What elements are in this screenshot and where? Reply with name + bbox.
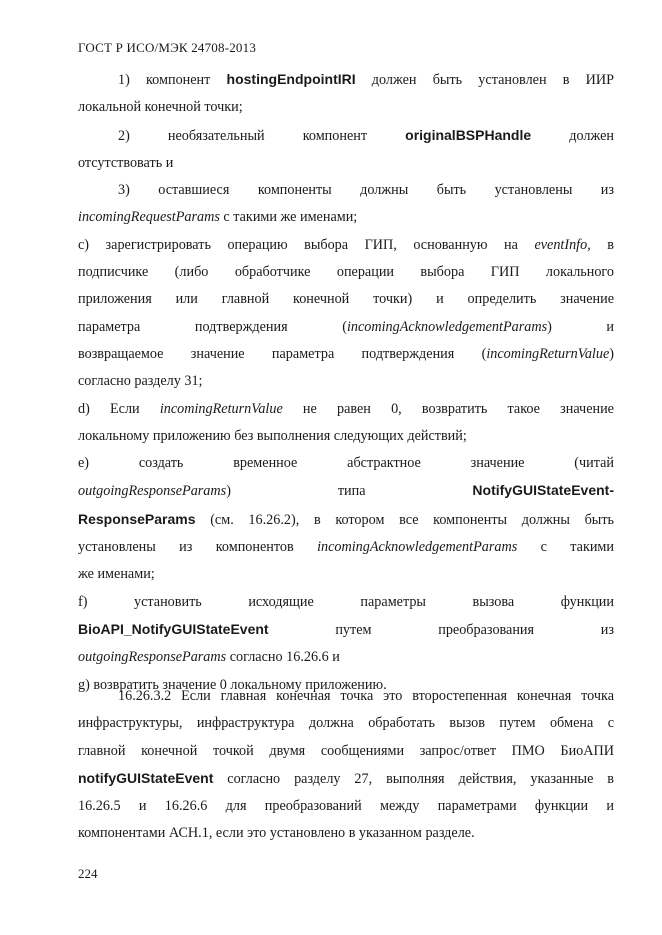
item-e-line-5	[78, 561, 614, 588]
section-line-2	[78, 710, 614, 737]
text-run: с такими же именами;	[219, 209, 358, 226]
text-run: возвращаемое значение параметра подтверждения (	[78, 345, 487, 362]
identifier-incomingReturnValue: incomingReturnValue	[486, 345, 610, 362]
text-run: согласно разделу 27, выполняя действия, указанные в	[213, 770, 614, 787]
item-1-line-1	[78, 66, 614, 94]
identifier-incomingAcknowledgementParams: incomingAcknowledgementParams	[346, 318, 548, 335]
body-text	[78, 66, 614, 699]
text-run: в	[590, 236, 614, 253]
item-3-line-1	[78, 177, 614, 204]
item-c-line-2	[78, 259, 614, 286]
text-run: локальному приложению без выполнения следующих действий;	[78, 427, 467, 444]
text-run: локальной конечной точки;	[78, 99, 243, 116]
text-run: компонентами АСН.1, если это установлено в указанном разделе.	[78, 825, 475, 842]
text-run: же именами;	[78, 566, 155, 583]
identifier-ResponseParams: ResponseParams	[78, 510, 196, 527]
item-d-line-1	[78, 396, 614, 423]
section-line-6	[78, 820, 614, 847]
text-run: ) и	[547, 318, 614, 335]
item-c-line-4	[78, 314, 614, 341]
text-run: ) типа	[226, 483, 473, 500]
text-run: 16.26.3.2 Если главная конечная точка это второстепенная конечная точка	[118, 688, 614, 704]
section-16-26-3-2	[78, 683, 614, 848]
text-run: путем преобразования из	[268, 621, 614, 638]
text-run: не равен 0, возвратить такое значение	[282, 400, 614, 417]
item-1-line-2	[78, 94, 614, 121]
item-c-line-5	[78, 341, 614, 368]
text-run: согласно 16.26.6 и	[226, 649, 340, 666]
identifier-NotifyGUIStateEvent: NotifyGUIStateEvent-	[472, 482, 614, 499]
text-run: e) создать временное абстрактное значение (читай	[78, 455, 614, 472]
text-run: 1) компонент	[118, 72, 227, 88]
section-line-1	[78, 683, 614, 710]
text-run: 2) необязательный компонент	[118, 127, 406, 144]
text-run: 3) оставшиеся компоненты должны быть установлены из	[118, 182, 614, 199]
item-2-line-1	[78, 122, 614, 150]
identifier-hostingEndpointIRI: hostingEndpointIRI	[226, 71, 356, 87]
identifier-incomingRequestParams: incomingRequestParams	[78, 209, 220, 226]
section-line-4	[78, 765, 614, 793]
text-run: c) зарегистрировать операцию выбора ГИП, основанную на	[78, 236, 535, 253]
item-3-line-2	[78, 204, 614, 231]
text-run: должен быть установлен в ИИР	[355, 72, 614, 88]
text-run: с такими	[517, 539, 615, 556]
section-line-3	[78, 738, 614, 765]
text-run: должен	[531, 127, 614, 144]
item-f-line-2	[78, 616, 614, 644]
item-e-line-3	[78, 506, 614, 534]
item-c-line-3	[78, 286, 614, 313]
text-run: (см. 16.26.2), в котором все компоненты должны быть	[195, 511, 614, 528]
text-run: установлены из компонентов	[78, 539, 318, 556]
page-number: 224	[78, 866, 98, 881]
text-run: приложения или главной конечной точки) и определить значение	[78, 291, 614, 308]
identifier-originalBSPHandle: originalBSPHandle	[405, 126, 532, 143]
text-run: параметра подтверждения (	[78, 318, 347, 335]
text-run: отсутствовать и	[78, 154, 174, 171]
identifier-notifyGUIStateEvent: notifyGUIStateEvent	[78, 769, 214, 786]
text-run: главной конечной точкой двумя сообщениями запрос/ответ ПМО БиоАПИ	[78, 742, 614, 759]
text-run: g) возвратить значение 0 локальному приложению.	[78, 676, 387, 693]
item-f-line-3	[78, 644, 614, 671]
item-d-line-2	[78, 423, 614, 450]
identifier-eventInfo: eventInfo,	[534, 236, 591, 253]
item-c-line-6	[78, 368, 614, 395]
identifier-BioAPI_NotifyGUIStateEvent: BioAPI_NotifyGUIStateEvent	[78, 620, 269, 637]
item-e-line-4	[78, 534, 614, 561]
item-e-line-2	[78, 477, 614, 505]
text-run: инфраструктуры, инфраструктура должна обработать вызов путем обмена с	[78, 715, 614, 732]
text-run: подписчике (либо обработчике операции выбора ГИП локального	[78, 264, 614, 281]
identifier-incomingAcknowledgementParams: incomingAcknowledgementParams	[317, 539, 518, 556]
running-header: ГОСТ Р ИСО/МЭК 24708-2013	[78, 40, 257, 55]
text-run: )	[609, 345, 614, 362]
text-run: 16.26.5 и 16.26.6 для преобразований между параметрами функции и	[78, 798, 614, 815]
item-e-line-1	[78, 450, 614, 477]
item-c-line-1	[78, 232, 614, 259]
identifier-outgoingResponseParams: outgoingResponseParams	[78, 483, 227, 500]
text-run: f) установить исходящие параметры вызова функции	[78, 593, 614, 610]
identifier-outgoingResponseParams: outgoingResponseParams	[78, 649, 227, 666]
text-run: согласно разделу 31;	[78, 373, 203, 390]
identifier-incomingReturnValue: incomingReturnValue	[159, 400, 283, 417]
section-line-5	[78, 793, 614, 820]
item-2-line-2	[78, 150, 614, 177]
item-f-line-1	[78, 589, 614, 616]
text-run: d) Если	[78, 400, 160, 417]
